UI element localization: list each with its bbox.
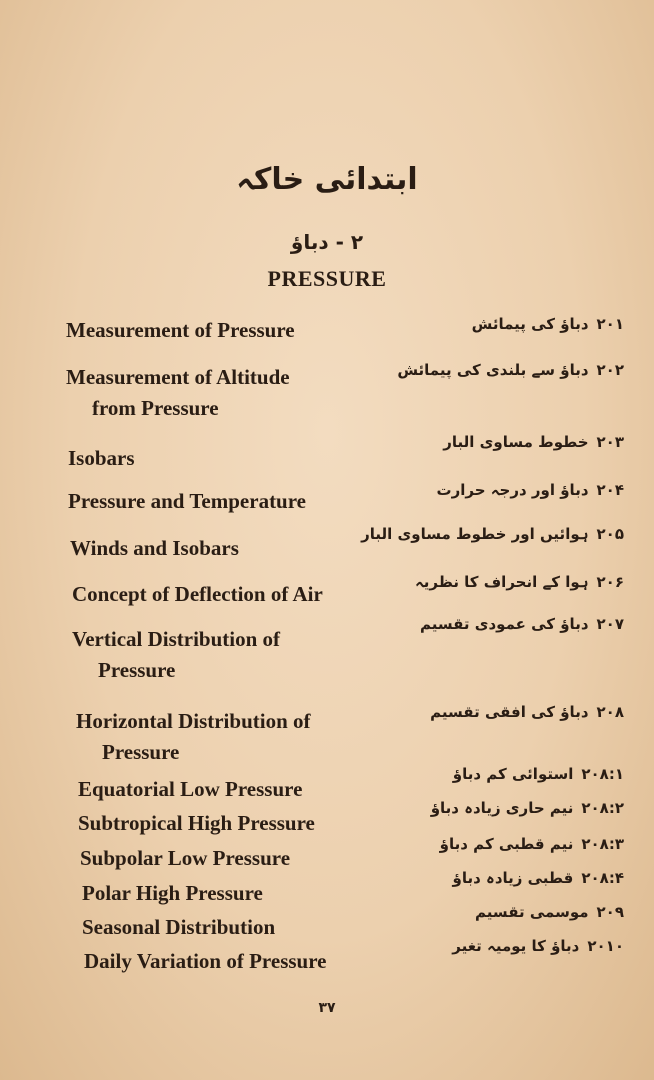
entry-english	[78, 774, 302, 805]
entry-english	[70, 533, 239, 564]
entry-urdu-text: موسمی تقسیم	[475, 903, 589, 921]
entry-english	[66, 362, 290, 424]
entry-english-line1: Daily Variation of Pressure	[84, 949, 327, 973]
entry-urdu	[472, 312, 624, 336]
entry-english	[76, 706, 311, 768]
entry-urdu	[440, 832, 624, 856]
entry-english-line1: Measurement of Altitude	[66, 365, 290, 389]
entry-urdu-text: نیم حاری زیادہ دباؤ	[430, 799, 574, 817]
entry-number: ۲۰۸:۱	[581, 765, 624, 783]
entry-number: ۲۰۵	[596, 525, 624, 543]
entry-urdu-text: خطوط مساوی البار	[443, 433, 589, 451]
entry-number: ۲۰۷	[596, 615, 624, 633]
entry-english	[66, 315, 295, 346]
entry-english-line1: Subtropical High Pressure	[78, 811, 315, 835]
entry-urdu	[431, 796, 624, 820]
entry-english-line1: Concept of Deflection of Air	[72, 582, 323, 606]
entry-urdu-text: دباؤ کی افقی تقسیم	[430, 703, 589, 721]
entry-english-line2: from Pressure	[92, 396, 219, 420]
entry-english	[72, 624, 280, 686]
entry-urdu	[361, 522, 624, 546]
entry-number: ۲۰۹	[596, 903, 624, 921]
entry-english-line1: Horizontal Distribution of	[76, 709, 311, 733]
entry-english-line1: Pressure and Temperature	[68, 489, 307, 513]
entry-english-line1: Polar High Pressure	[82, 881, 263, 905]
entry-english-line1: Winds and Isobars	[70, 536, 239, 560]
page-number: ۳۷	[318, 1000, 336, 1016]
entry-number: ۲۰۳	[596, 433, 624, 451]
entry-number: ۲۰۲	[596, 361, 624, 379]
entry-urdu-text: دباؤ کی پیمائش	[471, 315, 589, 333]
entry-urdu	[453, 866, 624, 890]
entry-urdu-text: ہوائیں اور خطوط مساوی البار	[361, 525, 589, 543]
entry-urdu-text: استوائی کم دباؤ	[452, 765, 574, 783]
entry-english-line1: Measurement of Pressure	[66, 318, 295, 342]
entry-english	[68, 443, 135, 474]
entry-urdu-text: دباؤ کا یومیہ تغیر	[452, 937, 580, 955]
entry-urdu	[430, 700, 624, 724]
entry-english	[78, 808, 315, 839]
entry-urdu-text: دباؤ کی عمودی تقسیم	[419, 615, 589, 633]
entry-urdu-text: دباؤ سے بلندی کی پیمائش	[397, 361, 589, 379]
entry-urdu-text: دباؤ اور درجہ حرارت	[436, 481, 589, 499]
entry-english	[82, 878, 263, 909]
entry-number: ۲۰۸:۴	[581, 869, 624, 887]
entry-urdu	[415, 570, 624, 594]
entry-english-line1: Subpolar Low Pressure	[80, 846, 291, 870]
entry-number: ۲۰۶	[596, 573, 624, 591]
entry-urdu	[452, 934, 624, 958]
entry-urdu	[397, 358, 624, 382]
entry-english	[68, 486, 306, 517]
entry-urdu	[453, 762, 624, 786]
chapter-title-urdu: ابتدائی خاکہ	[236, 162, 418, 197]
entry-english	[82, 912, 275, 943]
entry-urdu-text: قطبی زیادہ دباؤ	[452, 869, 574, 887]
entry-english	[80, 843, 290, 874]
entry-english	[84, 946, 326, 977]
entry-number: ۲۰۸:۲	[581, 799, 624, 817]
entry-number: ۲۰۴	[596, 481, 624, 499]
entry-english-line2: Pressure	[102, 740, 180, 764]
section-heading-urdu: ۲ - دباؤ	[290, 230, 364, 254]
entry-english-line1: Isobars	[68, 446, 135, 470]
entry-english-line1: Vertical Distribution of	[72, 627, 281, 651]
entry-number: ۲۰۸:۳	[581, 835, 624, 853]
section-heading-english: PRESSURE	[267, 266, 387, 291]
entry-english-line1: Seasonal Distribution	[82, 915, 276, 939]
entry-urdu	[475, 900, 624, 924]
entry-urdu-text: نیم قطبی کم دباؤ	[439, 835, 574, 853]
entry-urdu	[443, 430, 624, 454]
entry-number: ۲۰۸	[596, 703, 624, 721]
entry-number: ۲۰۱	[596, 315, 624, 333]
entry-english-line2: Pressure	[98, 658, 176, 682]
entry-urdu	[437, 478, 624, 502]
entry-english	[72, 579, 323, 610]
entry-english-line1: Equatorial Low Pressure	[78, 777, 303, 801]
entry-urdu	[420, 612, 624, 636]
entry-urdu-text: ہوا کے انحراف کا نظریہ	[414, 573, 589, 591]
entry-number: ۲۰۱۰	[587, 937, 624, 955]
